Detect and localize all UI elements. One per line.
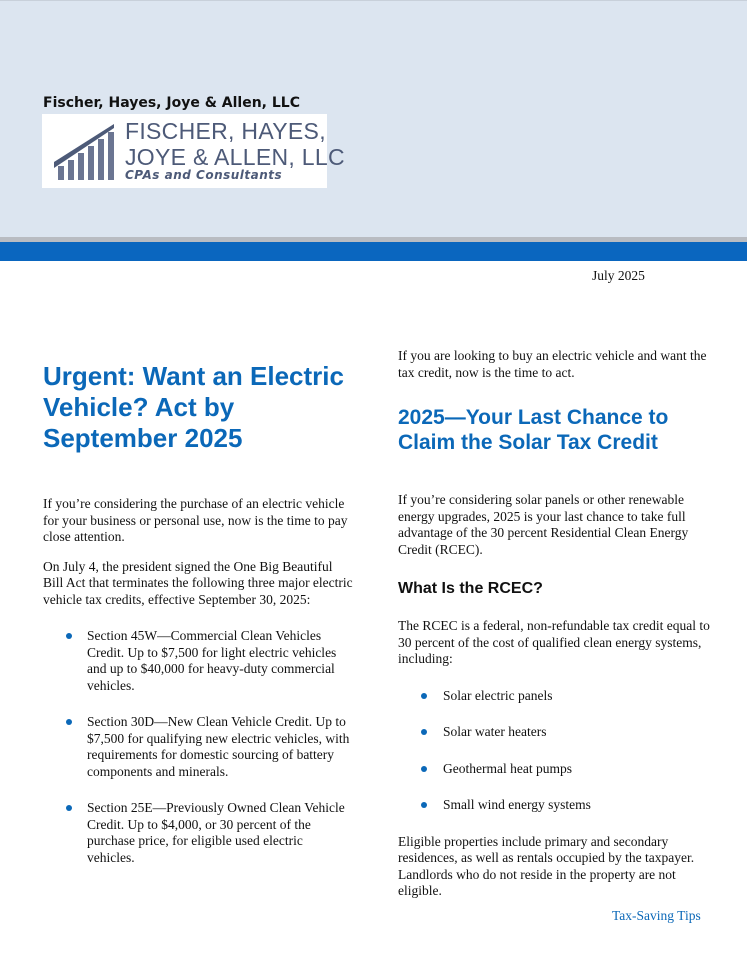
logo-text-line1: FISCHER, HAYES, — [125, 118, 326, 144]
article2-paragraph-3: Eligible properties include primary and secondary residences, as well as rentals occupied by the taxpayer. Landlords who do not reside in the property are not eligible. — [398, 833, 695, 898]
article1-title: Urgent: Want an Electric Vehicle? Act by September 2025 — [43, 361, 344, 453]
list-item: Small wind energy systems — [398, 797, 714, 814]
list-item: Geothermal heat pumps — [398, 761, 714, 778]
list-item: Solar electric panels — [398, 688, 714, 705]
article2-paragraph-1: If you’re considering solar panels or other renewable energy upgrades, 2025 is your last chance to take full advantage of the 30 percent Residential Clean Energy Credit (RCEC). — [398, 492, 689, 557]
firm-name: Fischer, Hayes, Joye & Allen, LLC — [43, 95, 300, 111]
article1-paragraph-2: On July 4, the president signed the One Big Beautiful Bill Act that terminates the following three major electric vehicle tax credits, effective September 30, 2025: — [43, 558, 353, 607]
logo-tagline: CPAs and Consultants — [125, 168, 283, 182]
article1-closing-paragraph: If you are looking to buy an electric vehicle and want the tax credit, now is the time to act. — [398, 348, 707, 380]
logo-text-line2: JOYE & ALLEN, LLC — [125, 144, 345, 170]
article2-paragraph-2: The RCEC is a federal, non-refundable tax credit equal to 30 percent of the cost of qualified clean energy systems, including: — [398, 618, 710, 666]
article1-bullet-list — [43, 628, 353, 866]
list-item: Solar water heaters — [398, 724, 714, 741]
article2-bullet-list — [398, 688, 714, 814]
firm-logo — [42, 114, 345, 188]
list-item: Section 45W—Commercial Clean Vehicles Credit. Up to $7,500 for light electric vehicles and up to $40,000 for heavy-duty commercial vehicles. — [43, 628, 353, 694]
article1-paragraph-1: If you’re considering the purchase of an electric vehicle for your business or personal use, now is the time to pay close attention. — [43, 496, 348, 544]
article2-subheading: What Is the RCEC? — [398, 580, 543, 597]
article-ev-credits — [43, 361, 353, 886]
article2-title: 2025—Your Last Chance to Claim the Solar Tax Credit — [398, 406, 669, 454]
blue-divider — [0, 242, 747, 261]
footer-label: Tax-Saving Tips — [612, 908, 701, 923]
list-item: Section 30D—New Clean Vehicle Credit. Up to $7,500 for qualifying new electric vehicles, with requirements for domestic sourcing of battery components and minerals. — [43, 714, 353, 780]
article-solar-credit — [398, 348, 714, 913]
header-band — [0, 0, 747, 237]
list-item: Section 25E—Previously Owned Clean Vehicle Credit. Up to $4,000, or 30 percent of the purchase price, for eligible used electric vehicles. — [43, 800, 353, 866]
issue-date: July 2025 — [592, 268, 645, 283]
bar-chart-logo-icon — [54, 122, 114, 180]
